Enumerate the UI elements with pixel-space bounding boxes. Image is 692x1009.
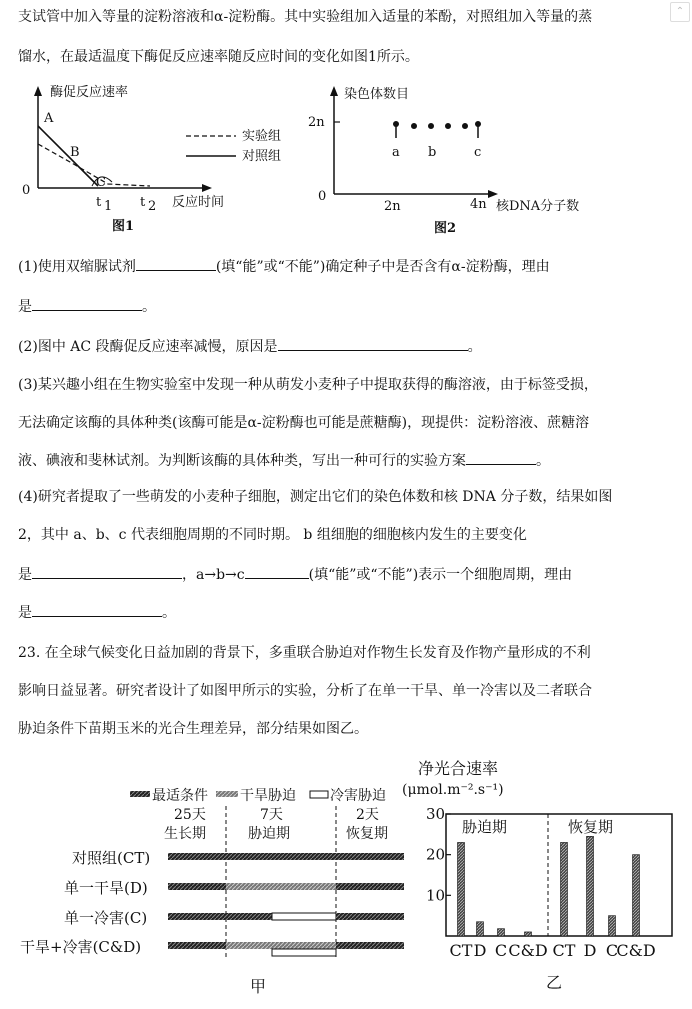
fig2-point-c	[475, 121, 481, 127]
fig1-t2-sub: 2	[148, 199, 157, 214]
row-label-ct: 对照组(CT)	[72, 849, 151, 867]
row-bar-c-growth	[168, 913, 272, 920]
bar-c-and-d-recovery	[633, 855, 640, 936]
bar-c-recovery	[609, 916, 616, 936]
fig2-point-b	[411, 123, 417, 129]
row-label-c: 单一冷害(C)	[64, 909, 148, 927]
legend-drought-swatch	[216, 791, 238, 797]
bar-d-recovery	[587, 836, 594, 936]
row-bar-cd-drought	[226, 942, 336, 949]
row-bar-d-growth	[168, 883, 226, 890]
phase-growth-days: 25天	[174, 807, 206, 823]
legend-optimal: 最适条件	[152, 788, 208, 804]
fig1-t1: t	[96, 195, 102, 210]
question-23-line: 胁迫条件下苗期玉米的光合生理差异，部分结果如图乙。	[18, 721, 368, 737]
fig2-point-b	[445, 123, 451, 129]
fig1-point-b: B	[70, 145, 80, 160]
phase-recovery-label: 恢复期	[346, 826, 388, 842]
row-label-cd: 干旱+冷害(C&D)	[20, 938, 142, 956]
fig2-point-b	[462, 123, 468, 129]
question-4-line: (4)研究者提取了一些萌发的小麦种子细胞，测定出它们的染色体数和核 DNA 分子数，结果如图	[18, 489, 613, 505]
fig2-label-c: c	[474, 145, 482, 160]
question-2-line: (2)图中 AC 段酶促反应速率减慢，原因是 。	[18, 336, 678, 358]
figure-2	[300, 82, 620, 242]
bar-c-stress	[498, 929, 505, 936]
figure-1	[0, 82, 330, 242]
row-bar-c-stress	[272, 913, 336, 920]
panel-label-stress: 胁迫期	[462, 818, 508, 836]
fig2-xlabel: 核DNA分子数	[496, 199, 580, 214]
fig1-ylabel: 酶促反应速率	[50, 85, 129, 100]
x-tick-label: CT	[449, 941, 473, 960]
page-corner-icon: ⌃	[670, 2, 690, 22]
fig1-origin: 0	[22, 183, 31, 198]
x-tick-label: C&D	[616, 941, 656, 960]
fig2-point-b	[428, 123, 434, 129]
fig2-ylabel: 染色体数目	[344, 87, 410, 102]
fig2-origin: 0	[318, 189, 327, 204]
question-23-line: 影响日益显著。研究者设计了如图甲所示的实验，分析了在单一干旱、单一冷害以及二者联合	[18, 683, 592, 699]
text-line: 支试管中加入等量的淀粉溶液和α-淀粉酶。其中实验组加入适量的苯酚，对照组加入等量的蒸	[18, 9, 593, 25]
text-line: 馏水，在最适温度下酶促反应速率随反应时间的变化如图1所示。	[18, 49, 419, 65]
y-tick-label: 30	[426, 805, 446, 823]
phase-stress-label: 胁迫期	[248, 826, 290, 842]
answer-blank[interactable]	[466, 450, 536, 465]
answer-blank[interactable]	[278, 336, 468, 351]
row-bar-cd-growth	[168, 942, 226, 949]
figure-jia-caption: 甲	[250, 977, 267, 996]
question-1-line: (1)使用双缩脲试剂 (填“能”或“不能”)确定种子中是否含有α-淀粉酶，理由	[18, 256, 678, 278]
answer-blank[interactable]	[32, 296, 142, 311]
phase-recovery-days: 2天	[356, 807, 379, 823]
y-tick-label: 20	[426, 845, 446, 864]
fig2-x-arrow	[488, 190, 498, 198]
fig2-y-arrow	[330, 86, 338, 96]
figure-yi-chart	[400, 756, 690, 1009]
fig2-xtick-4n: 4n	[470, 197, 487, 212]
fig1-point-c: C	[96, 175, 106, 190]
answer-blank[interactable]	[245, 564, 309, 579]
chart-ylabel: (μmol.m⁻².s⁻¹)	[402, 782, 504, 798]
fig1-caption: 图1	[112, 219, 135, 234]
row-bar-c-recovery	[336, 913, 404, 920]
fig1-xlabel: 反应时间	[172, 195, 225, 210]
fig1-point-a: A	[44, 111, 54, 126]
question-3-line: (3)某兴趣小组在生物实验室中发现一种从萌发小麦种子中提取获得的酶溶液，由于标签受损，	[18, 377, 598, 393]
answer-blank[interactable]	[32, 602, 162, 617]
fig1-legend-exp: 实验组	[242, 129, 282, 144]
fig1-t2: t	[140, 195, 146, 210]
legend-cold-swatch	[310, 791, 328, 798]
question-3-line: 无法确定该酶的具体种类(该酶可能是α-淀粉酶也可能是蔗糖酶)，现提供：淀粉溶液、蔗糖溶	[18, 415, 590, 431]
fig1-x-arrow	[202, 184, 212, 192]
question-4-line: 2，其中 a、b、c 代表细胞周期的不同时期。 b 组细胞的细胞核内发生的主要变化	[18, 527, 527, 543]
answer-blank[interactable]	[136, 256, 216, 271]
fig1-ctrl-line	[38, 126, 98, 186]
question-4-line: 是 ，a→b→c (填“能”或“不能”)表示一个细胞周期，理由	[18, 564, 678, 586]
fig2-xtick-2n: 2n	[384, 199, 401, 214]
bar-ct-stress	[458, 842, 465, 936]
figure-jia	[0, 778, 420, 1009]
x-tick-label: C	[494, 941, 508, 960]
chart-title: 净光合速率	[418, 759, 499, 778]
bar-c-and-d-stress	[525, 932, 532, 936]
fig1-t1-sub: 1	[104, 199, 113, 214]
legend-cold: 冷害胁迫	[330, 788, 386, 804]
legend-drought: 干旱胁迫	[240, 788, 296, 804]
fig2-label-a: a	[392, 145, 400, 160]
y-tick-label: 10	[426, 886, 446, 905]
fig2-ytick: 2n	[308, 115, 325, 130]
answer-blank[interactable]	[32, 564, 182, 579]
panel-label-recovery: 恢复期	[568, 818, 614, 836]
question-4-line: 是 。	[18, 602, 678, 624]
phase-stress-days: 7天	[260, 807, 283, 823]
question-3-line: 液、碘液和斐林试剂。为判断该酶的具体种类，写出一种可行的实验方案 。	[18, 450, 678, 472]
fig1-y-arrow	[34, 86, 42, 96]
fig2-caption: 图2	[434, 221, 457, 236]
x-tick-label: D	[583, 941, 597, 960]
phase-growth-label: 生长期	[164, 826, 206, 842]
row-bar-ct	[168, 853, 404, 860]
question-23-line: 23. 在全球气候变化日益加剧的背景下，多重联合胁迫对作物生长发育及作物产量形成的不利	[18, 645, 591, 661]
row-bar-cd-recovery	[336, 942, 404, 949]
fig1-legend-ctrl: 对照组	[242, 149, 282, 164]
fig2-label-b: b	[428, 145, 437, 160]
row-bar-d-stress	[226, 883, 336, 890]
x-tick-label: C&D	[508, 941, 548, 960]
row-label-d: 单一干旱(D)	[64, 879, 148, 897]
chart-caption: 乙	[546, 973, 563, 992]
bar-d-stress	[477, 922, 484, 936]
legend-optimal-swatch	[130, 791, 150, 797]
row-bar-d-recovery	[336, 883, 404, 890]
x-tick-label: CT	[552, 941, 576, 960]
fig1-exp-line	[38, 144, 150, 186]
x-tick-label: C	[605, 941, 619, 960]
bar-ct-recovery	[561, 842, 568, 936]
x-tick-label: D	[473, 941, 487, 960]
question-1-line: 是 。	[18, 296, 678, 318]
fig2-point-a	[393, 121, 399, 127]
row-bar-cd-cold	[272, 949, 336, 956]
